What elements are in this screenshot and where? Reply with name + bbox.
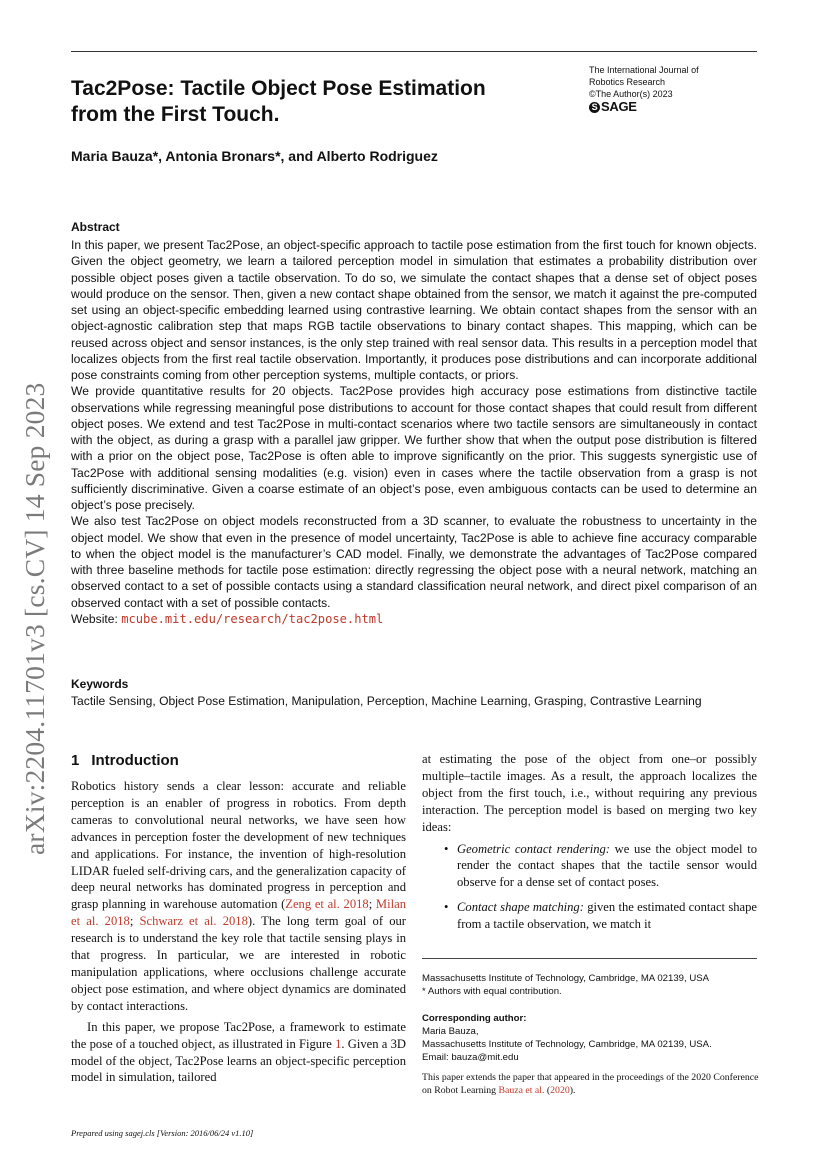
keywords-list: Tactile Sensing, Object Pose Estimation, Manipulation, Perception, Machine Learning, Grasping, Contrastive Learning (71, 694, 702, 708)
abstract-paragraph: We also test Tac2Pose on object models reconstructed from a 3D scanner, to evaluate the robustness to uncertainty in the object model. We show that even in the presence of model uncertainty, Tac2Pose is able to achieve fine accuracy comparable to when the object model is the manufacturer’s CAD model. Finally, we demonstrate the advantages of Tac2Pose compared with three baseline methods for tactile pose estimation: directly regressing the object pose with a neural network, matching an observed contact to a set of possible contacts using a standard classification neural network, and direct pixel comparison of an observed contact with a set of possible contacts. (71, 514, 757, 610)
email: Email: bauza@mit.edu (422, 1052, 519, 1063)
prepared-note: Prepared using sagej.cls [Version: 2016/06/24 v1.10] (71, 1128, 254, 1138)
list-item: • Contact shape matching: given the estimated contact shape from a tactile observation, we match it (444, 900, 757, 932)
citation-link[interactable]: Schwarz et al. 2018 (139, 914, 248, 929)
list-item: • Geometric contact rendering: we use the object model to render the contact shapes that the tactile sensor would observe for a dense set of contact poses. (444, 841, 757, 890)
corresponding-heading: Corresponding author: (422, 1013, 527, 1024)
extension-note: This paper extends the paper that appeared in the proceedings of the 2020 Conference on Robot Learning Bauza et al. (2020). (422, 1072, 759, 1096)
intro-column-left (71, 778, 406, 1086)
citation-link[interactable]: Bauza et al. (498, 1085, 545, 1096)
citation-link[interactable]: Milan et al. 2018 (71, 897, 406, 929)
affiliation-footnote: Massachusetts Institute of Technology, Cambridge, MA 02139, USA * Authors with equal contribution. (422, 973, 710, 997)
website-line: Website: mcube.mit.edu/research/tac2pose.html (71, 611, 384, 626)
abstract-heading: Abstract (71, 220, 120, 234)
intro-paragraph: In this paper, we propose Tac2Pose, a framework to estimate the pose of a touched object, as illustrated in Figure 1. Given a 3D model of the object, Tac2Pose learns an object-specific perception model in simulation, tailored (71, 1019, 406, 1085)
intro-paragraph: Robotics history sends a clear lesson: accurate and reliable perception is an enabler of progress in robotics. From depth cameras to convolutional neural networks, we have seen how advances in perception foster the development of new techniques and applications. For instance, the invention of high-resolution LIDAR fueled self-driving cars, and the generalization capacity of deep neural networks has dominated progress in perception and grasp planning in warehouse automation (Zeng et al. 2018; Milan et al. 2018; Schwarz et al. 2018). The long term goal of our research is to understand the key role that tactile sensing plays in that progress. In particular, we are interested in robotic manipulation applications, where occlusions challenge accurate object pose estimation, and where object dynamics are dominated by contact interactions. (71, 779, 406, 1013)
abstract-body (71, 237, 757, 627)
arxiv-stamp: arXiv:2204.11701v3 [cs.CV] 14 Sep 2023 (19, 382, 50, 855)
bullet-icon: • (444, 900, 449, 915)
journal-name-line1: The International Journal of (589, 65, 699, 75)
citation-link[interactable]: 2020 (550, 1085, 570, 1096)
website-link[interactable]: mcube.mit.edu/research/tac2pose.html (121, 611, 384, 626)
bullet-icon: • (444, 841, 449, 856)
abstract-paragraph: We provide quantitative results for 20 objects. Tac2Pose provides high accuracy pose estimations from distinctive tactile observations while regressing meaningful pose distributions to account for those contact shapes that could result from different object poses. We extend and test Tac2Pose in multi-contact scenarios where two tactile sensors are simultaneously in contact with the object, as during a grasp with a parallel jaw gripper. We further show that when the output pose distribution is filtered with a prior on the object pose, Tac2Pose is often able to improve significantly on the prior. This suggests synergistic use of Tac2Pose with additional sensing modalities (e.g. vision) even in cases where the tactile observation from a grasp is not sufficiently discriminative. Given a coarse estimate of an object’s pose, even ambiguous contacts can be used to determine an object’s pose precisely. (71, 384, 757, 512)
journal-info (589, 64, 699, 113)
paper-authors: Maria Bauza*, Antonia Bronars*, and Alberto Rodriguez (71, 148, 438, 164)
sage-logo: S SAGE (589, 101, 699, 113)
intro-paragraph: at estimating the pose of the object from one–or possibly multiple–tactile images. As a result, the approach localizes the object from the first touch, i.e., without requiring any previous interaction. The perception model is based on merging two key ideas: (422, 752, 757, 834)
intro-column-right (422, 751, 757, 941)
abstract-paragraph: In this paper, we present Tac2Pose, an object-specific approach to tactile pose estimation from the first touch for known objects. Given the object geometry, we learn a tailored perception model in simulation that estimates a probability distribution over possible object poses given a tactile observation. To do so, we simulate the contact shapes that a dense set of object poses would produce on the sensor. Then, given a new contact shape obtained from the sensor, we match it against the pre-computed set using an object-specific embedding learned using contrastive learning. We obtain contact shapes from the sensor with an object-agnostic calibration step that maps RGB tactile observations to binary contact shapes. This mapping, which can be reused across object and sensor instances, is the only step trained with real sensor data. This results in a perception model that localizes objects from the first real tactile observation. Importantly, it produces pose distributions and can incorporate additional pose constraints coming from other perception systems, multiple contacts, or priors. (71, 238, 757, 382)
section-title: Introduction (91, 752, 179, 769)
footnote-rule (422, 958, 757, 959)
section-number: 1 (71, 752, 80, 769)
corresponding-author: Corresponding author: Maria Bauza, Massachusetts Institute of Technology, Cambridge, MA 02139, USA. Email: bauza@mit.edu (422, 1013, 712, 1063)
header-rule (71, 51, 757, 52)
idea-list (422, 841, 757, 934)
sage-logo-icon: S (589, 102, 600, 113)
keywords-heading: Keywords (71, 677, 129, 691)
paper-title: Tac2Pose: Tactile Object Pose Estimation from the First Touch. (71, 77, 486, 126)
journal-name-line2: Robotics Research (589, 77, 666, 87)
section-heading (71, 752, 179, 769)
journal-copyright: ©The Author(s) 2023 (589, 89, 673, 99)
citation-link[interactable]: Zeng et al. 2018 (285, 897, 369, 912)
figure-link[interactable]: 1 (335, 1036, 342, 1051)
